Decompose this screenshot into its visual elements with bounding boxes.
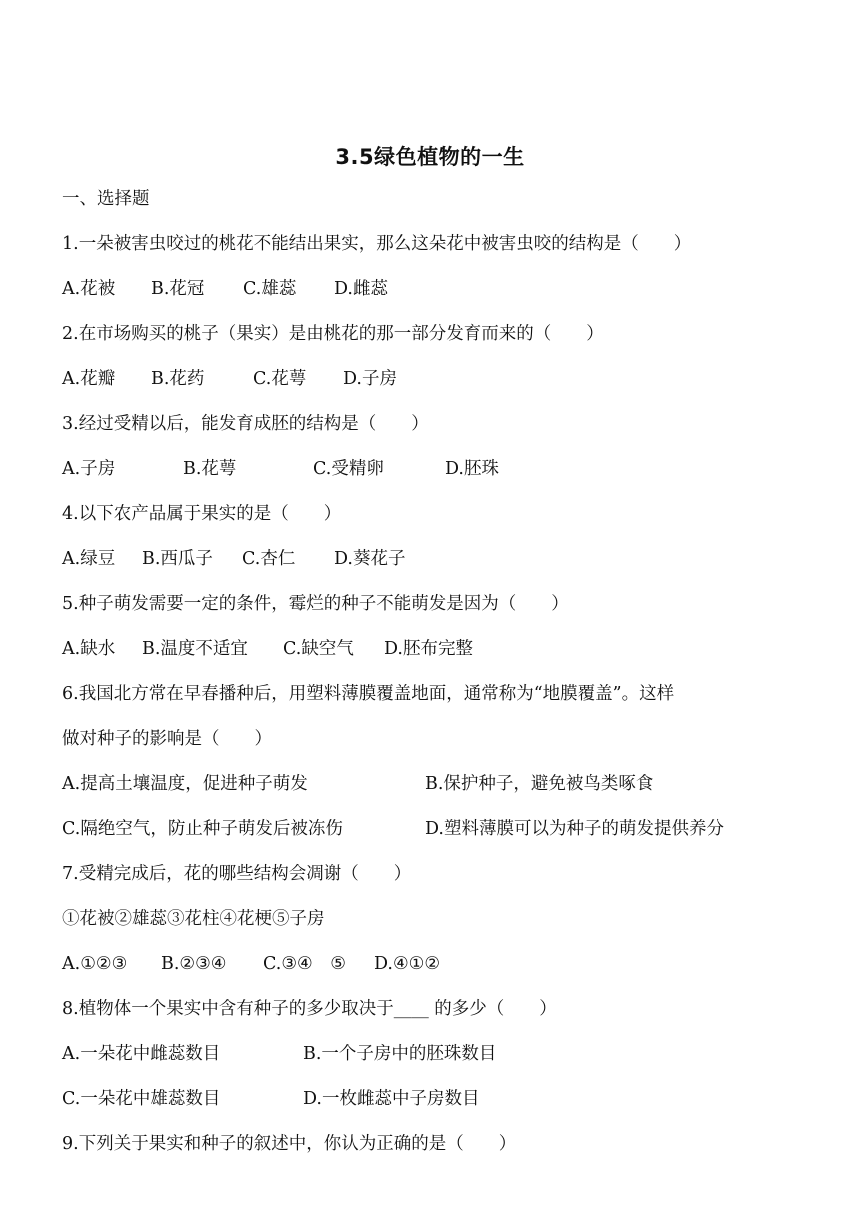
question-4-stem: 4.以下农产品属于果实的是（ ） bbox=[62, 504, 342, 524]
question-6-stem-line-2: 做对种子的影响是（ ） bbox=[62, 729, 272, 749]
question-1-option-a: A.花被 bbox=[62, 279, 116, 299]
question-7-option-a: A.①②③ bbox=[62, 954, 128, 974]
question-4-option-d: D.葵花子 bbox=[334, 549, 406, 569]
question-8-option-b: B.一个子房中的胚珠数目 bbox=[303, 1044, 497, 1064]
question-6-option-d: D.塑料薄膜可以为种子的萌发提供养分 bbox=[425, 819, 724, 839]
question-1-stem: 1.一朵被害虫咬过的桃花不能结出果实，那么这朵花中被害虫咬的结构是（ ） bbox=[62, 234, 692, 254]
question-1-option-d: D.雌蕊 bbox=[334, 279, 388, 299]
question-5-option-d: D.胚布完整 bbox=[384, 639, 473, 659]
question-3-option-c: C.受精卵 bbox=[313, 459, 384, 479]
question-4-option-a: A.绿豆 bbox=[62, 549, 116, 569]
question-7-option-b: B.②③④ bbox=[161, 954, 227, 974]
question-7-option-c: C.③④ ⑤ bbox=[263, 954, 346, 974]
question-2-option-c: C.花萼 bbox=[253, 369, 307, 389]
question-8-option-d: D.一枚雌蕊中子房数目 bbox=[303, 1089, 480, 1109]
question-5-option-a: A.缺水 bbox=[62, 639, 116, 659]
question-8-option-c: C.一朵花中雄蕊数目 bbox=[62, 1089, 221, 1109]
question-9-stem: 9.下列关于果实和种子的叙述中，你认为正确的是（ ） bbox=[62, 1134, 517, 1154]
question-3-stem: 3.经过受精以后，能发育成胚的结构是（ ） bbox=[62, 414, 429, 434]
question-5-option-c: C.缺空气 bbox=[283, 639, 354, 659]
question-3-option-a: A.子房 bbox=[62, 459, 116, 479]
question-7-structures-list: ①花被②雄蕊③花柱④花梗⑤子房 bbox=[62, 909, 325, 929]
question-7-stem: 7.受精完成后，花的哪些结构会凋谢（ ） bbox=[62, 864, 412, 884]
question-5-stem: 5.种子萌发需要一定的条件，霉烂的种子不能萌发是因为（ ） bbox=[62, 594, 569, 614]
question-6-stem-line-1: 6.我国北方常在早春播种后，用塑料薄膜覆盖地面，通常称为“地膜覆盖”。这样 bbox=[62, 684, 675, 704]
question-2-option-a: A.花瓣 bbox=[62, 369, 116, 389]
question-6-option-a: A.提高土壤温度，促进种子萌发 bbox=[62, 774, 308, 794]
question-2-option-d: D.子房 bbox=[343, 369, 397, 389]
question-1-option-c: C.雄蕊 bbox=[243, 279, 297, 299]
section-heading: 一、选择题 bbox=[62, 189, 150, 209]
question-7-option-d: D.④①② bbox=[374, 954, 441, 974]
question-3-option-d: D.胚珠 bbox=[445, 459, 499, 479]
question-4-option-c: C.杏仁 bbox=[242, 549, 296, 569]
question-6-option-b: B.保护种子，避免被鸟类啄食 bbox=[425, 774, 654, 794]
page-title: 3.5绿色植物的一生 bbox=[335, 145, 525, 169]
question-1-option-b: B.花冠 bbox=[151, 279, 205, 299]
question-8-stem: 8.植物体一个果实中含有种子的多少取决于____ 的多少（ ） bbox=[62, 999, 557, 1019]
question-3-option-b: B.花萼 bbox=[183, 459, 237, 479]
question-4-option-b: B.西瓜子 bbox=[142, 549, 213, 569]
question-2-option-b: B.花药 bbox=[151, 369, 205, 389]
question-2-stem: 2.在市场购买的桃子（果实）是由桃花的那一部分发育而来的（ ） bbox=[62, 324, 604, 344]
question-8-option-a: A.一朵花中雌蕊数目 bbox=[62, 1044, 221, 1064]
question-6-option-c: C.隔绝空气，防止种子萌发后被冻伤 bbox=[62, 819, 343, 839]
question-5-option-b: B.温度不适宜 bbox=[142, 639, 248, 659]
